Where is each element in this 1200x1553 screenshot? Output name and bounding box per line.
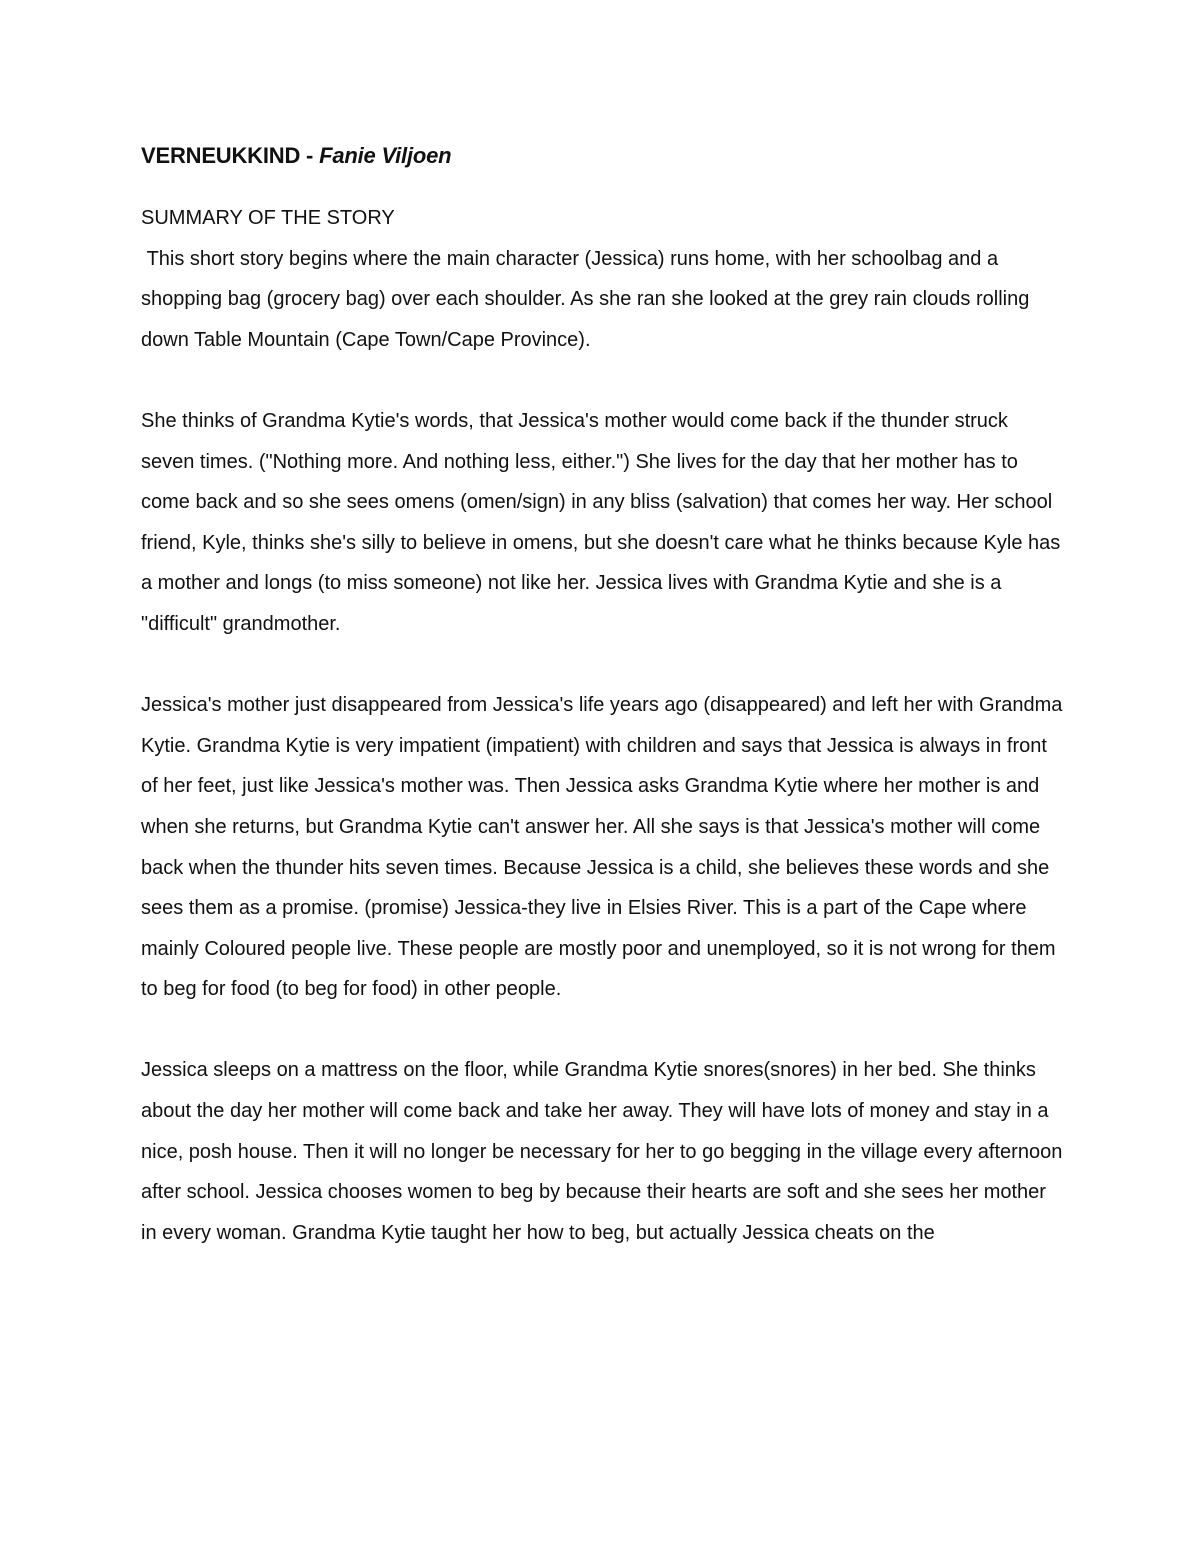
paragraph-mother: Jessica's mother just disappeared from Jessica's life years ago (disappeared) and left her with Grandma Kytie. Grandma Kytie is very impatient (impatient) with children and says that Jessica is always in front of her feet, just like Jessica's mother was. Then Jessica asks Grandma Kytie where her mother is and when she returns, but Grandma Kytie can't answer her. All she says is that Jessica's mother will come back when the thunder hits seven times. Because Jessica is a child, she believes these words and she sees them as a promise. (promise) Jessica-they live in Elsies River. This is a part of the Cape where mainly Coloured people live. These people are mostly poor and unemployed, so it is not wrong for them to beg for food (to beg for food) in other people. (141, 694, 1068, 1001)
document-title (141, 136, 1066, 176)
title-author: Fanie Viljoen (319, 143, 452, 168)
paragraph-intro: This short story begins where the main character (Jessica) runs home, with her schoolbag and a shopping bag (grocery bag) over each shoulder. As she ran she looked at the grey rain clouds rolling down Table Mountain (Cape Town/Cape Province). (141, 247, 1035, 351)
paragraph-omens: She thinks of Grandma Kytie's words, that Jessica's mother would come back if the thunder struck seven times. ("Nothing more. And nothing less, either.") She lives for the day that her mother has to come back and so she sees omens (omen/sign) in any bliss (salvation) that comes her way. Her school friend, Kyle, thinks she's silly to believe in omens, but she doesn't care what he thinks because Kyle has a mother and longs (to miss someone) not like her. Jessica lives with Grandma Kytie and she is a "difficult" grandmother. (141, 409, 1066, 635)
title-main: VERNEUKKIND - (141, 143, 320, 168)
section-heading: SUMMARY OF THE STORY (141, 207, 395, 229)
paragraph-begging: Jessica sleeps on a mattress on the floor, while Grandma Kytie snores(snores) in her bed. She thinks about the day her mother will come back and take her away. They will have lots of money and stay in a nice, posh house. Then it will no longer be necessary for her to go begging in the village every afternoon after school. Jessica chooses women to beg by because their hearts are soft and she sees her mother in every woman. Grandma Kytie taught her how to beg, but actually Jessica cheats on the (141, 1059, 1068, 1244)
document-body (141, 136, 1066, 1253)
